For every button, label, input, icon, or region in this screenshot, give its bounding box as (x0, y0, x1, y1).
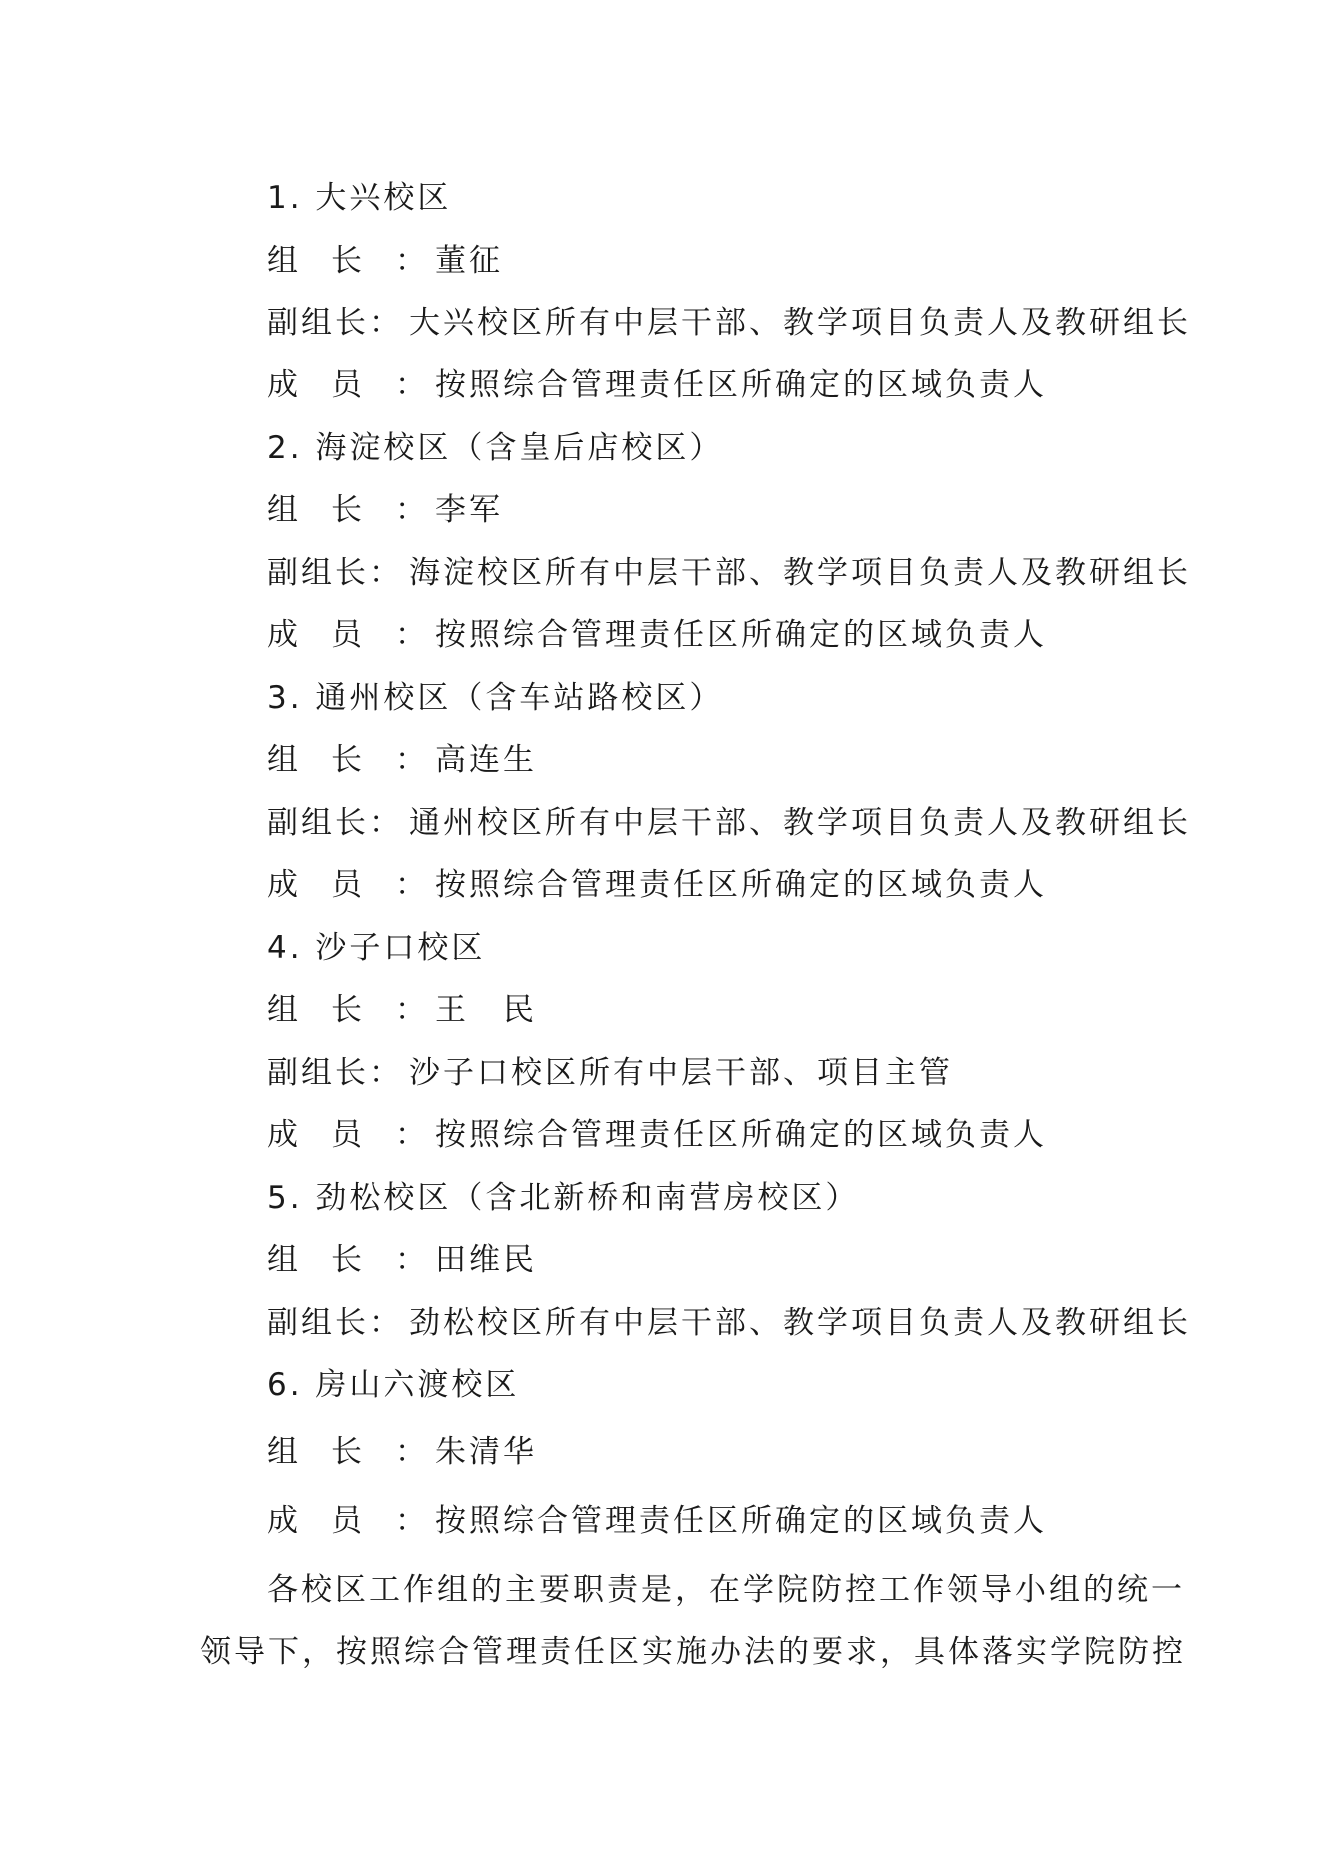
campus-4-deputy-row (267, 1053, 953, 1093)
role-value: 大兴校区所有中层干部、教学项目负责人及教研组长 (409, 305, 1191, 341)
colon: ： (395, 1503, 429, 1539)
colon: ： (395, 1434, 429, 1470)
campus-1-leader-row (267, 241, 503, 281)
colon: ： (395, 742, 429, 778)
role-label: 成员 (267, 617, 395, 653)
colon: ： (395, 1117, 429, 1153)
role-value: 按照综合管理责任区所确定的区域负责人 (435, 1117, 1047, 1153)
role-label: 成员 (267, 867, 395, 903)
role-label: 成员 (267, 367, 395, 403)
campus-2-heading: 2. 海淀校区（含皇后店校区） (267, 430, 724, 466)
role-value: 董征 (435, 243, 503, 279)
colon: ： (395, 1242, 429, 1278)
role-value: 按照综合管理责任区所确定的区域负责人 (435, 1503, 1047, 1539)
campus-1-deputy-row (267, 303, 1191, 343)
colon: ： (369, 305, 403, 341)
campus-5-deputy-row (267, 1303, 1191, 1343)
role-value: 按照综合管理责任区所确定的区域负责人 (435, 367, 1047, 403)
campus-5-leader-row (267, 1240, 537, 1280)
role-label: 副组长 (267, 305, 369, 341)
campus-2-deputy-row (267, 553, 1191, 593)
campus-3-members-row (267, 865, 1047, 905)
role-value: 田维民 (435, 1242, 537, 1278)
campus-6-members-row (267, 1501, 1047, 1541)
role-value: 通州校区所有中层干部、教学项目负责人及教研组长 (409, 805, 1191, 841)
campus-3-heading: 3. 通州校区（含车站路校区） (267, 680, 724, 716)
campus-1-heading: 1. 大兴校区 (267, 180, 452, 216)
role-value: 高连生 (435, 742, 537, 778)
role-label: 副组长 (267, 805, 369, 841)
role-label: 组长 (267, 992, 395, 1028)
colon: ： (395, 492, 429, 528)
role-value: 王 民 (435, 992, 537, 1028)
role-value: 沙子口校区所有中层干部、项目主管 (409, 1055, 953, 1091)
colon: ： (369, 805, 403, 841)
colon: ： (395, 867, 429, 903)
campus-3-leader-row (267, 740, 537, 780)
role-value: 劲松校区所有中层干部、教学项目负责人及教研组长 (409, 1305, 1191, 1341)
role-label: 组长 (267, 742, 395, 778)
colon: ： (395, 367, 429, 403)
campus-2-leader-row (267, 490, 503, 530)
role-value: 李军 (435, 492, 503, 528)
campus-6-leader-row (267, 1432, 537, 1472)
role-label: 成员 (267, 1503, 395, 1539)
role-label: 组长 (267, 1242, 395, 1278)
colon: ： (369, 1055, 403, 1091)
role-label: 成员 (267, 1117, 395, 1153)
colon: ： (395, 243, 429, 279)
campus-2-members-row (267, 615, 1047, 655)
colon: ： (395, 992, 429, 1028)
colon: ： (369, 555, 403, 591)
paragraph-line-2: 领导下，按照综合管理责任区实施办法的要求，具体落实学院防控 (200, 1634, 1186, 1670)
role-label: 副组长 (267, 555, 369, 591)
campus-4-heading: 4. 沙子口校区 (267, 930, 486, 966)
role-label: 组长 (267, 492, 395, 528)
paragraph-line-1: 各校区工作组的主要职责是，在学院防控工作领导小组的统一 (267, 1572, 1185, 1608)
role-label: 副组长 (267, 1055, 369, 1091)
role-label: 副组长 (267, 1305, 369, 1341)
role-value: 按照综合管理责任区所确定的区域负责人 (435, 617, 1047, 653)
campus-5-heading: 5. 劲松校区（含北新桥和南营房校区） (267, 1180, 860, 1216)
role-label: 组长 (267, 1434, 395, 1470)
role-value: 按照综合管理责任区所确定的区域负责人 (435, 867, 1047, 903)
campus-4-leader-row (267, 990, 537, 1030)
colon: ： (369, 1305, 403, 1341)
colon: ： (395, 617, 429, 653)
campus-3-deputy-row (267, 803, 1191, 843)
role-label: 组长 (267, 243, 395, 279)
campus-6-heading: 6. 房山六渡校区 (267, 1367, 520, 1403)
campus-4-members-row (267, 1115, 1047, 1155)
role-value: 海淀校区所有中层干部、教学项目负责人及教研组长 (409, 555, 1191, 591)
campus-1-members-row (267, 365, 1047, 405)
role-value: 朱清华 (435, 1434, 537, 1470)
